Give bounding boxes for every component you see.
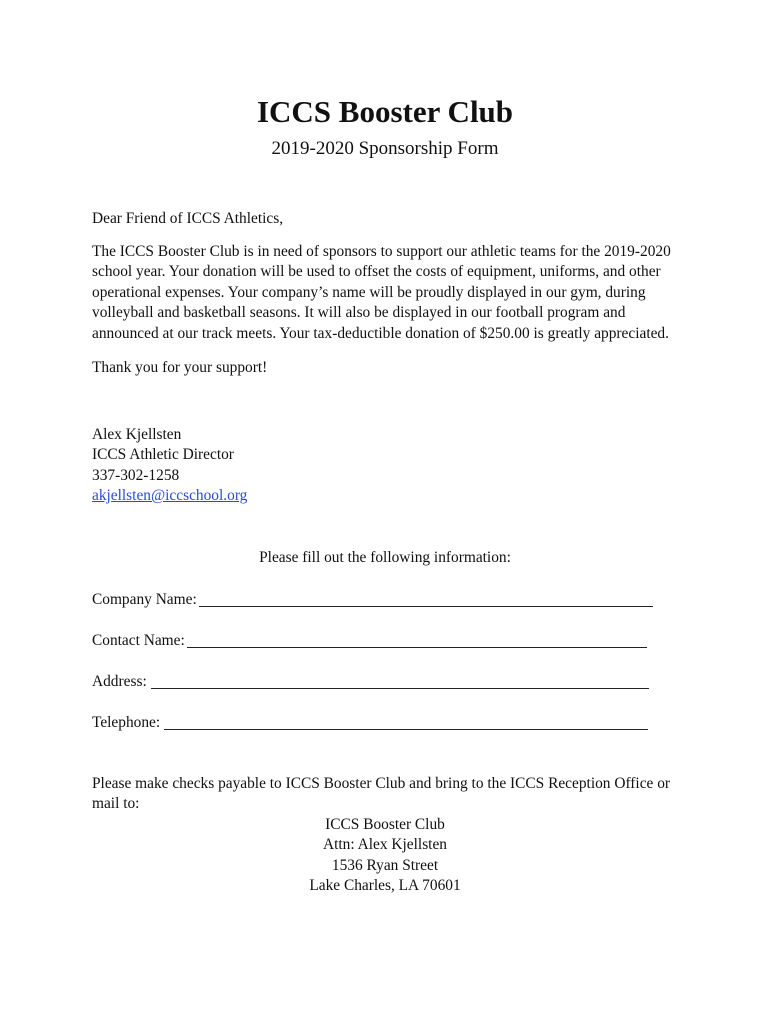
signature-role: ICCS Athletic Director	[92, 446, 234, 464]
contact-name-input-line[interactable]	[187, 631, 647, 648]
signature-name: Alex Kjellsten	[92, 426, 182, 443]
signature-phone: 337-302-1258	[92, 466, 180, 484]
letter-salutation: Dear Friend of ICCS Athletics,	[92, 210, 284, 227]
payment-instructions: Please make checks payable to ICCS Booster Club and bring to the ICCS Reception Office or mail to:	[92, 775, 671, 813]
address-label: Address:	[92, 673, 147, 690]
letter-thanks: Thank you for your support!	[92, 359, 268, 376]
telephone-input-line[interactable]	[164, 713, 648, 730]
mailing-address-line: Lake Charles, LA 70601	[309, 877, 461, 895]
page-title: ICCS Booster Club	[256, 94, 514, 129]
letter-body: The ICCS Booster Club is in need of sponsors to support our athletic teams for the 2019-2020 school year. Your donation will be used to offset the costs of equipment, uniforms, and other operational expenses. Your company’s name will be proudly displayed in our gym, during volleyball and basketball seasons. It will also be displayed in our football program and announced at our track meets. Your tax-deductible donation of $250.00 is greatly appreciated.	[92, 243, 671, 342]
mailing-address	[0, 815, 770, 897]
telephone-field	[92, 713, 648, 733]
mailing-address-line: Attn: Alex Kjellsten	[323, 836, 447, 854]
signature-block	[92, 425, 672, 507]
mailing-address-line: ICCS Booster Club	[325, 816, 445, 833]
contact-name-field	[92, 631, 647, 651]
address-field	[92, 672, 649, 692]
company-name-label: Company Name:	[92, 591, 197, 608]
mailing-address-line: 1536 Ryan Street	[331, 856, 439, 874]
signature-email-link[interactable]: akjellsten@iccschool.org	[92, 487, 248, 505]
address-input-line[interactable]	[151, 672, 649, 689]
contact-name-label: Contact Name:	[92, 632, 185, 649]
page-subtitle: 2019-2020 Sponsorship Form	[271, 138, 499, 159]
company-name-field	[92, 590, 653, 610]
telephone-label: Telephone:	[92, 714, 161, 731]
company-name-input-line[interactable]	[199, 590, 653, 607]
form-intro: Please fill out the following information:	[259, 549, 511, 566]
